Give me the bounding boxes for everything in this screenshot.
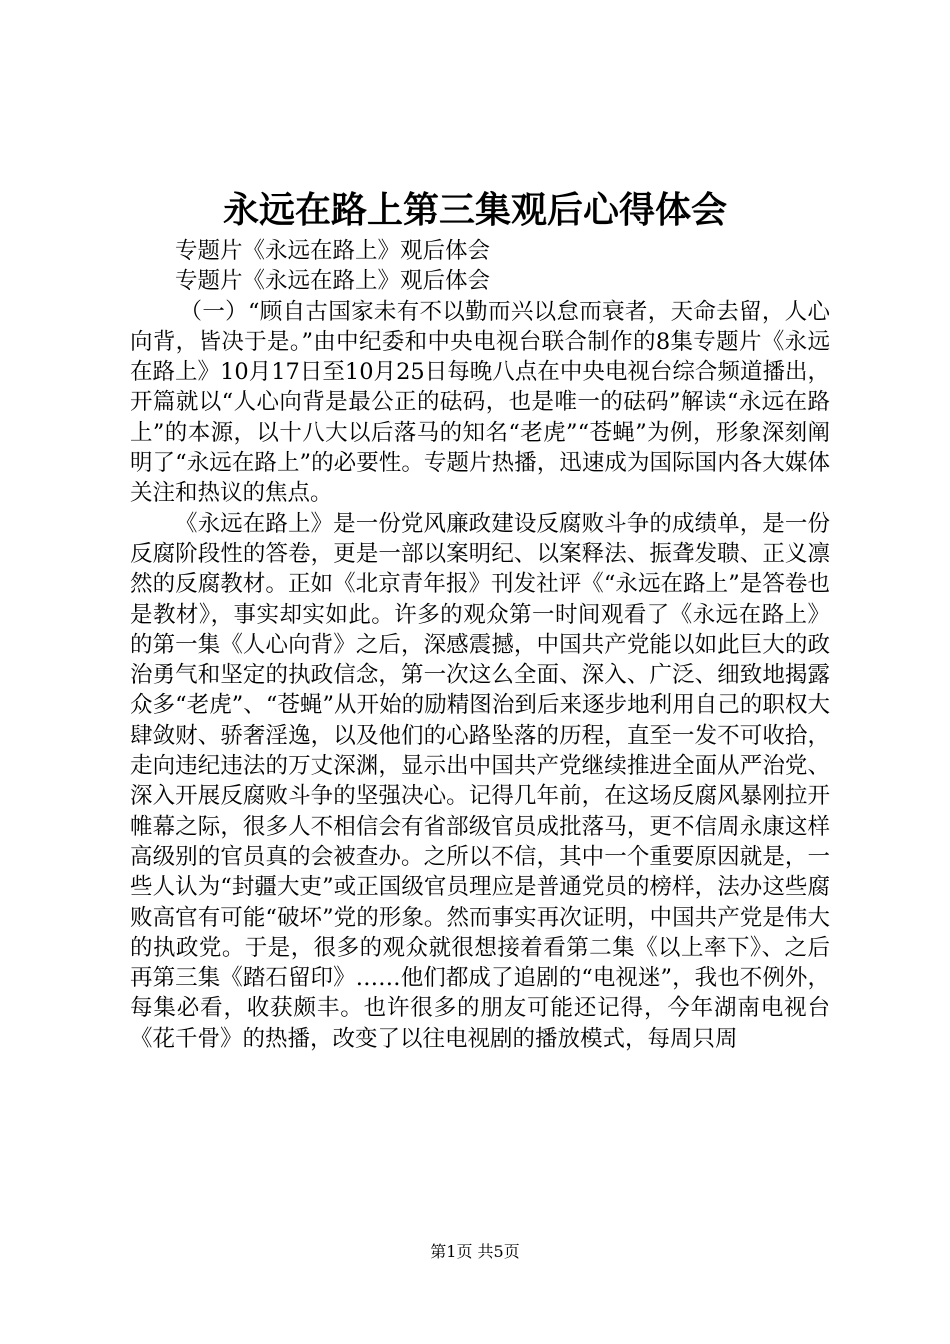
body-paragraph: （一）“顾自古国家未有不以勤而兴以怠而衰者，天命去留，人心向背，皆决于是。”由中纪委和中央电视台联合制作的8集专题片《永远在路上》10月17日至10月25日每晚八点在中央电视台综合频道播出，开篇就以“人心向背是最公正的砝码，也是唯一的砝码”解读“永远在路上”的本源，以十八大以后落马的知名“老虎”“苍蝇”为例，形象深刻阐明了“永远在路上”的必要性。专题片热播，迅速成为国际国内各大媒体关注和热议的焦点。 — [130, 298, 830, 507]
body-paragraph: 《永远在路上》是一份党风廉政建设反腐败斗争的成绩单，是一份反腐阶段性的答卷，更是一部以案明纪、以案释法、振聋发聩、正义凛然的反腐教材。正如《北京青年报》刊发社评《“永远在路上”是答卷也是教材》，事实却实如此。许多的观众第一时间观看了《永远在路上》的第一集《人心向背》之后，深感震撼，中国共产党能以如此巨大的政治勇气和坚定的执政信念，第一次这么全面、深入、广泛、细致地揭露众多“老虎”、“苍蝇”从开始的励精图治到后来逐步地利用自己的职权大肆敛财、骄奢淫逸，以及他们的心路坠落的历程，直至一发不可收拾，走向违纪违法的万丈深渊，显示出中国共产党继续推进全面从严治党、深入开展反腐败斗争的坚强决心。记得几年前，在这场反腐风暴刚拉开帷幕之际，很多人不相信会有省部级官员成批落马，更不信周永康这样高级别的官员真的会被查办。之所以不信，其中一个重要原因就是，一些人认为“封疆大吏”或正国级官员理应是普通党员的榜样，法办这些腐败高官有可能“破坏”党的形象。然而事实再次证明，中国共产党是伟大的执政党。于是，很多的观众就很想接着看第二集《以上率下》、之后再第三集《踏石留印》……他们都成了追剧的“电视迷”，我也不例外，每集必看，收获颇丰。也许很多的朋友可能还记得，今年湖南电视台《花千骨》的热播，改变了以往电视剧的播放模式，每周只周 — [130, 510, 830, 1052]
document-title: 永远在路上第三集观后心得体会 — [222, 189, 727, 231]
document-body — [130, 236, 830, 1054]
subtitle-line: 专题片《永远在路上》观后体会 — [175, 268, 491, 295]
page-number-footer: 第1页 共5页 — [430, 1242, 520, 1261]
subtitle-line: 专题片《永远在路上》观后体会 — [175, 238, 491, 264]
